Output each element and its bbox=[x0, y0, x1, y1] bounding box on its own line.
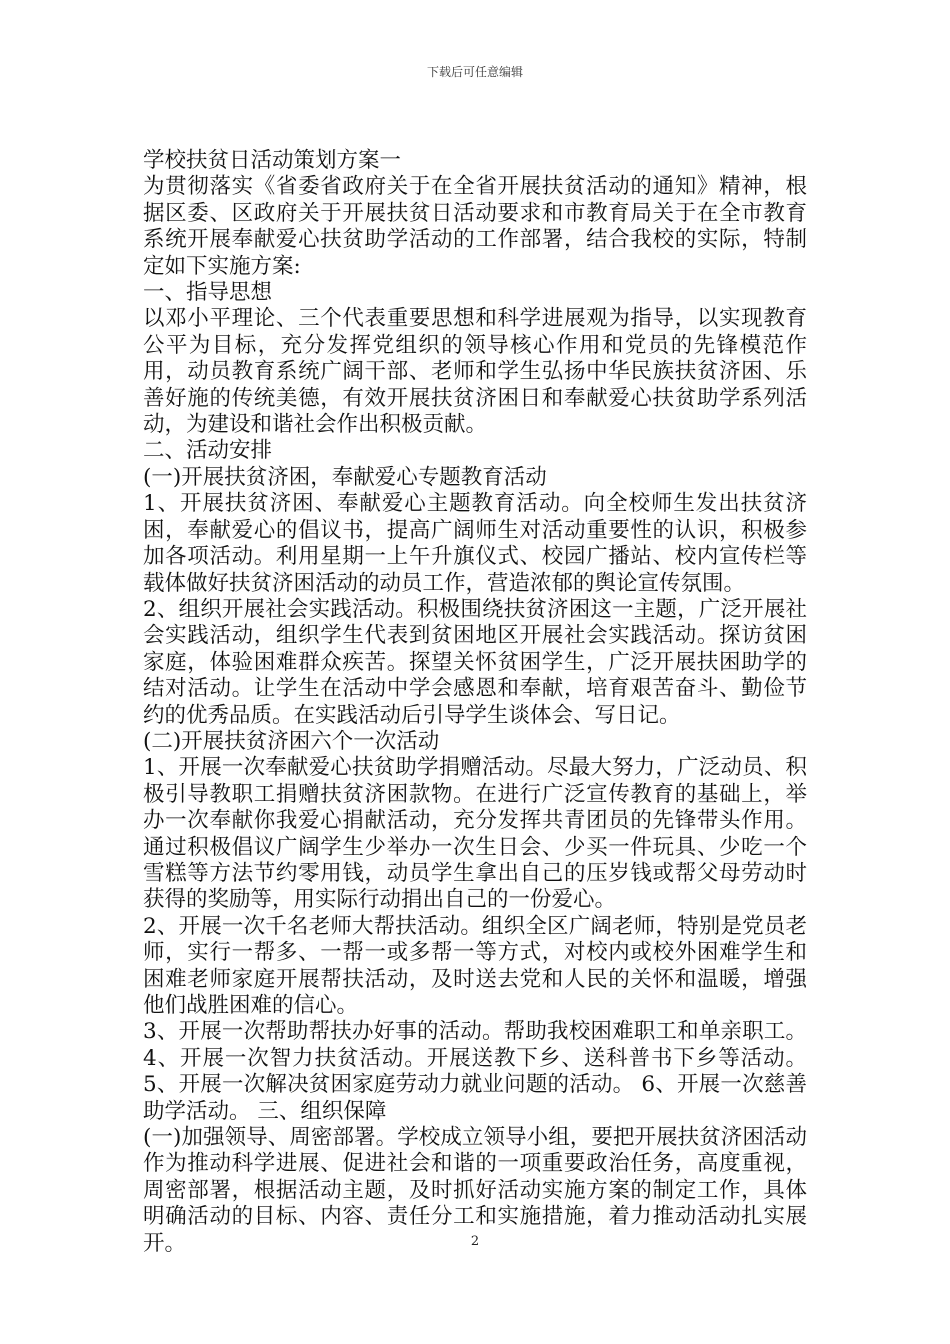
page-header: 下载后可任意编辑 bbox=[426, 65, 523, 79]
section-heading-guiding-ideology: 一、指导思想 bbox=[143, 280, 273, 306]
six-activities-item-1: 1、开展一次奉献爱心扶贫助学捐赠活动。尽最大努力，广泛动员、积极引导教职工捐赠扶贫济困款物。在进行广泛宣传教育的基础上，举办一次奉献你我爱心捐献活动，充分发挥共青团员的先锋带头作用。通过积极倡议广阔学生少举办一次生日会、少买一件玩具、少吃一个雪糕等方法节约零用钱，动员学生拿出自己的压岁钱或帮父母劳动时获得的奖励等，用实际行动捐出自己的一份爱心。 bbox=[143, 755, 807, 913]
document-title: 学校扶贫日活动策划方案一 bbox=[143, 148, 402, 173]
six-activities-item-2: 2、开展一次千名老师大帮扶活动。组织全区广阔老师，特别是党员老师，实行一帮多、一帮一或多帮一等方式，对校内或校外困难学生和困难老师家庭开展帮扶活动，及时送去党和人民的关怀和温暖，增强他们战胜困难的信心。 bbox=[143, 913, 807, 1018]
organization-guarantee-paragraph: (一)加强领导、周密部署。学校成立领导小组，要把开展扶贫济困活动作为推动科学进展、促进社会和谐的一项重要政治任务，高度重视，周密部署，根据活动主题，及时抓好活动实施方案的制定工作，具体明确活动的目标、内容、责任分工和实施措施，着力推动活动扎实展开。 bbox=[143, 1125, 807, 1256]
subsection-heading-education-activity: (一)开展扶贫济困，奉献爱心专题教育活动 bbox=[143, 464, 547, 490]
page-number: 2 bbox=[470, 1234, 480, 1249]
education-activity-item-1: 1、开展扶贫济困、奉献爱心主题教育活动。向全校师生发出扶贫济困，奉献爱心的倡议书，提高广阔师生对活动重要性的认识，积极参加各项活动。利用星期一上午升旗仪式、校园广播站、校内宣传栏等载体做好扶贫济困活动的动员工作，营造浓郁的舆论宣传氛围。 bbox=[143, 491, 807, 596]
document-body bbox=[143, 148, 807, 1257]
subsection-heading-six-activities: (二)开展扶贫济困六个一次活动 bbox=[143, 728, 440, 754]
six-activities-items-3-6: 3、开展一次帮助帮扶办好事的活动。帮助我校困难职工和单亲职工。 4、开展一次智力扶贫活动。开展送教下乡、送科普书下乡等活动。 5、开展一次解决贫困家庭劳动力就业问题的活动。 6、开展一次慈善助学活动。 三、组织保障 bbox=[143, 1019, 807, 1124]
intro-paragraph: 为贯彻落实《省委省政府关于在全省开展扶贫活动的通知》精神，根据区委、区政府关于开展扶贫日活动要求和市教育局关于在全市教育系统开展奉献爱心扶贫助学活动的工作部署，结合我校的实际，特制定如下实施方案: bbox=[143, 174, 807, 279]
guiding-ideology-paragraph: 以邓小平理论、三个代表重要思想和科学进展观为指导，以实现教育公平为目标，充分发挥党组织的领导核心作用和党员的先锋模范作用，动员教育系统广阔干部、老师和学生弘扬中华民族扶贫济困、乐善好施的传统美德，有效开展扶贫济困日和奉献爱心扶贫助学系列活动，为建设和谐社会作出积极贡献。 bbox=[143, 306, 807, 438]
section-heading-activity-arrangement: 二、活动安排 bbox=[143, 438, 273, 464]
education-activity-item-2: 2、组织开展社会实践活动。积极围绕扶贫济困这一主题，广泛开展社会实践活动，组织学生代表到贫困地区开展社会实践活动。探访贫困家庭，体验困难群众疾苦。探望关怀贫困学生，广泛开展扶困助学的结对活动。让学生在活动中学会感恩和奉献，培育艰苦奋斗、勤俭节约的优秀品质。在实践活动后引导学生谈体会、写日记。 bbox=[143, 596, 807, 728]
